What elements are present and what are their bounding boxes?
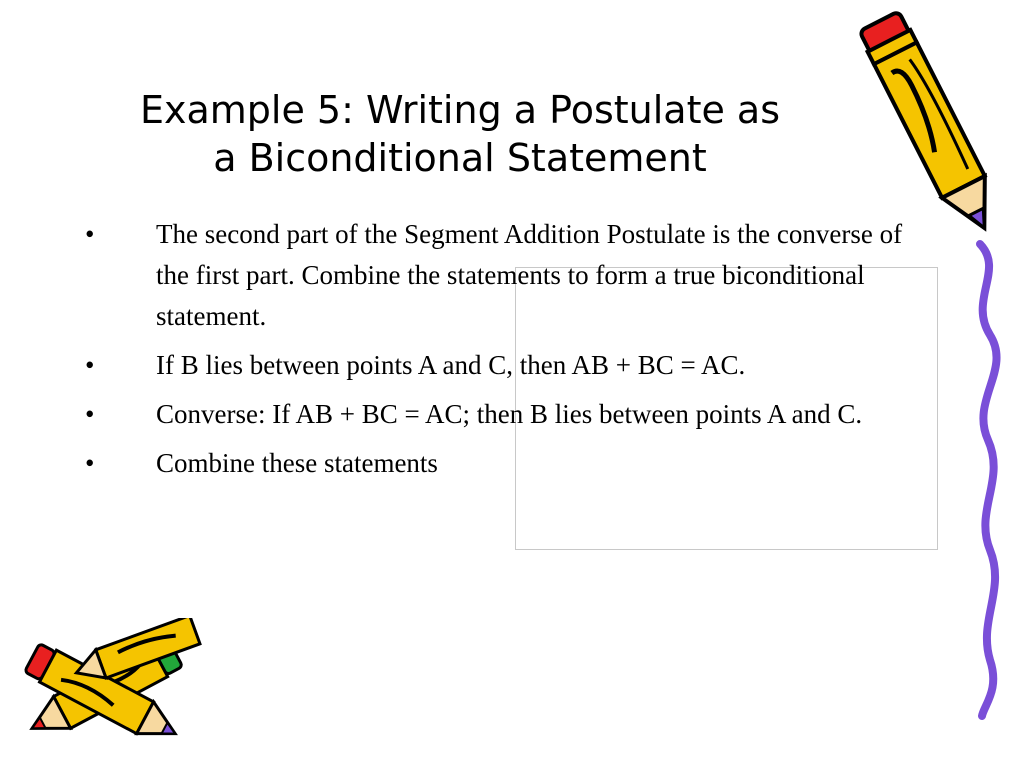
bullet-marker: •: [85, 219, 95, 249]
bullet-item: [85, 345, 915, 386]
squiggle-line-icon: [960, 240, 1020, 720]
title-line-2: a Biconditional Statement: [213, 136, 707, 180]
bullet-marker: •: [85, 399, 95, 429]
bullet-text: Combine these statements: [156, 448, 438, 478]
bullet-text: The second part of the Segment Addition Postulate is the converse of the first part. Combine the statements to form a true biconditional statement.: [156, 219, 903, 331]
bullet-marker: •: [85, 448, 95, 478]
bullet-item: [85, 443, 915, 484]
bullet-item: [85, 394, 915, 435]
bullet-list: [85, 214, 915, 492]
bullet-text: Converse: If AB + BC = AC; then B lies between points A and C.: [156, 399, 863, 429]
slide-title: [60, 86, 860, 182]
bullet-text: If B lies between points A and C, then AB + BC = AC.: [156, 350, 746, 380]
title-line-1: Example 5: Writing a Postulate as: [139, 88, 781, 132]
pencil-icon: [858, 0, 1008, 250]
bullet-marker: •: [85, 350, 95, 380]
crossed-pencils-icon: [0, 618, 210, 768]
bullet-item: [85, 214, 915, 337]
